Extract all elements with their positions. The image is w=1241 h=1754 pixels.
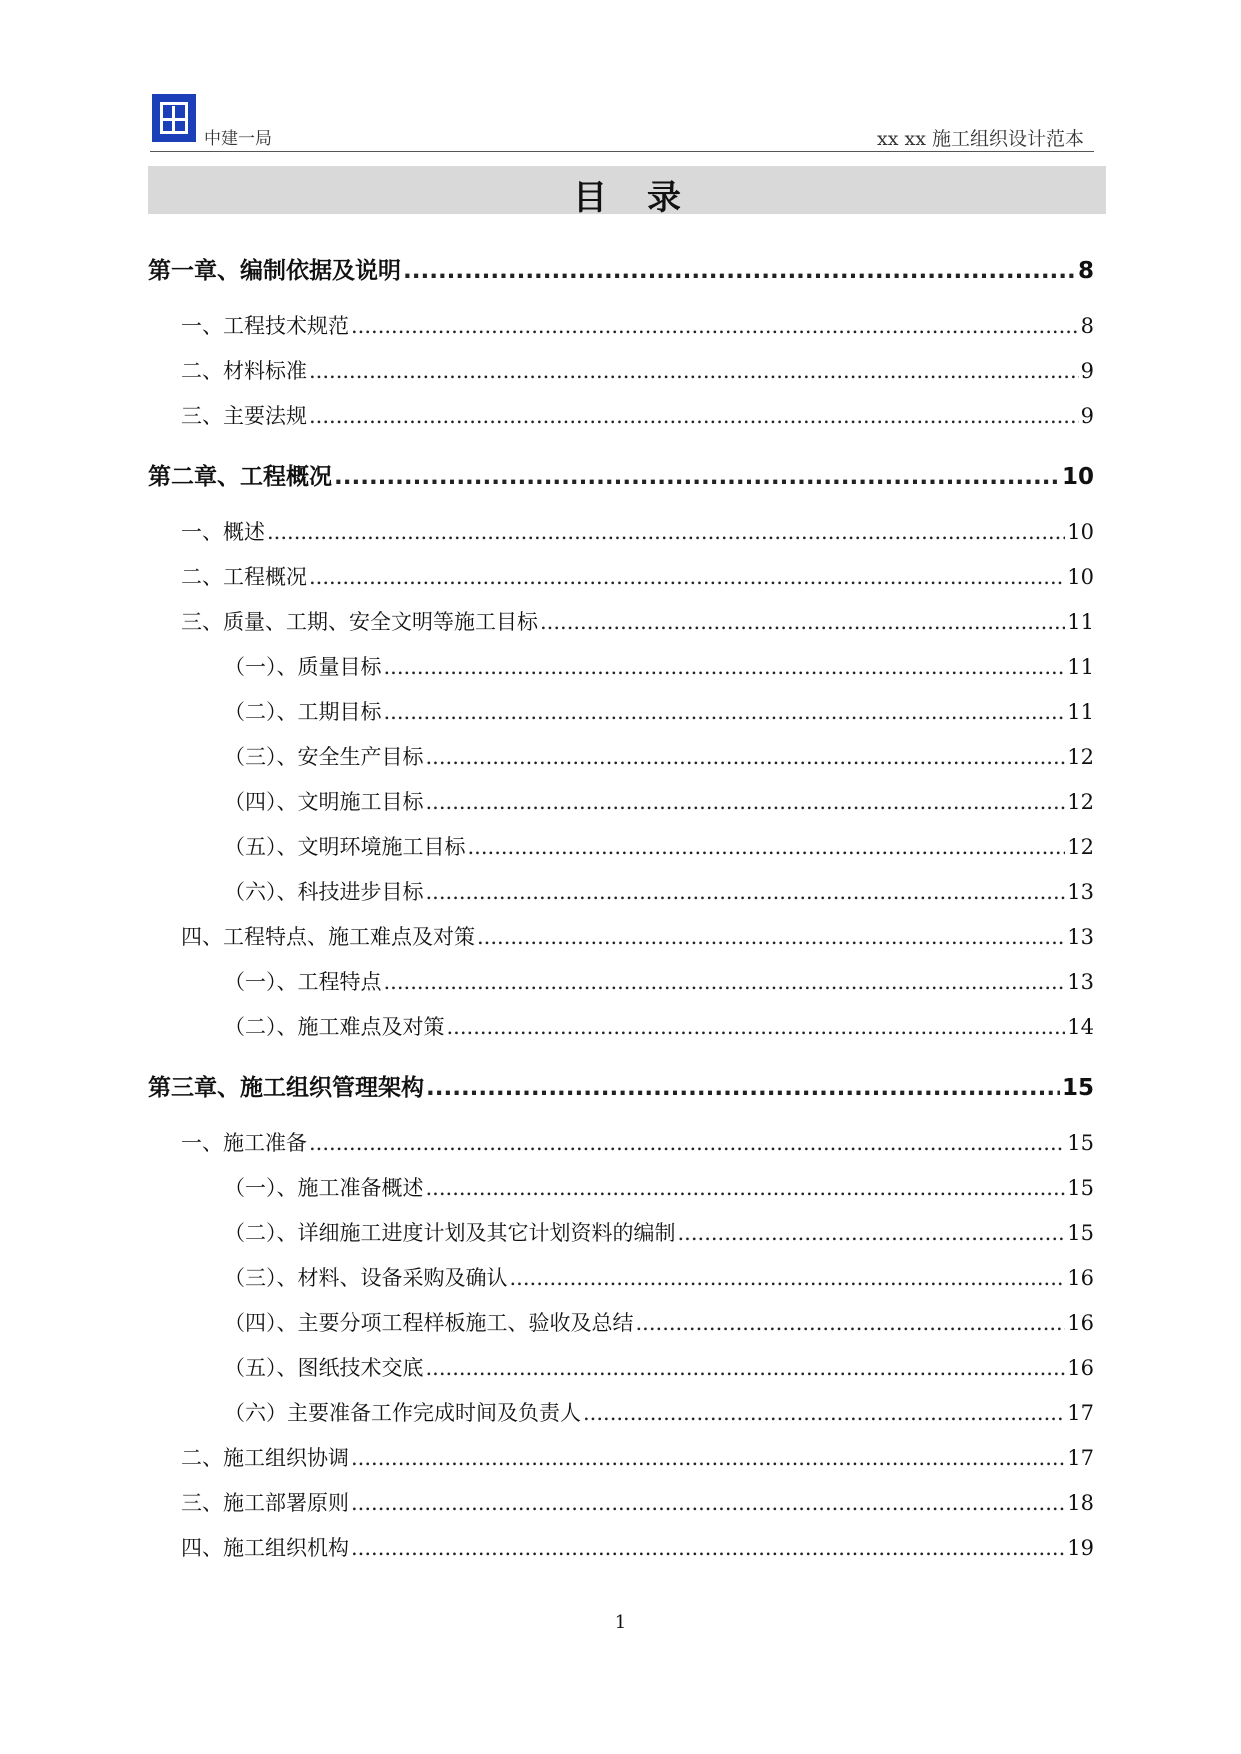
toc-leader-dots	[468, 835, 1066, 859]
toc-entry-page: 19	[1067, 1536, 1094, 1560]
toc-leader-dots	[351, 314, 1079, 338]
toc-entry-label: （一）、工程特点	[224, 970, 382, 994]
toc-entry-page: 16	[1067, 1356, 1094, 1380]
toc-entry-page: 9	[1080, 359, 1094, 383]
toc-leader-dots	[678, 1221, 1066, 1245]
toc-title: 目录	[573, 178, 721, 218]
toc-entry-page: 8	[1080, 314, 1094, 338]
toc-entry-page: 9	[1080, 404, 1094, 428]
toc-entry[interactable]	[148, 876, 1094, 908]
toc-leader-dots	[540, 610, 1065, 634]
toc-leader-dots	[334, 464, 1060, 490]
toc-leader-dots	[426, 1356, 1066, 1380]
toc-entry-label: （四）、主要分项工程样板施工、验收及总结	[224, 1311, 634, 1335]
toc-entry-page: 15	[1067, 1176, 1094, 1200]
toc-entry-page: 18	[1067, 1491, 1094, 1515]
toc-entry[interactable]	[148, 1352, 1094, 1384]
toc-leader-dots	[403, 258, 1076, 284]
toc-entry[interactable]	[148, 1011, 1094, 1043]
toc-entry[interactable]	[148, 310, 1094, 342]
toc-entry-label: 第二章、工程概况	[148, 464, 332, 490]
toc-entry-page: 12	[1067, 790, 1094, 814]
toc-entry[interactable]	[148, 1217, 1094, 1249]
toc-entry[interactable]	[148, 1069, 1094, 1101]
toc-entry[interactable]	[148, 400, 1094, 432]
toc-leader-dots	[510, 1266, 1066, 1290]
toc-entry-page: 11	[1067, 610, 1094, 634]
toc-entry-label: （六）、科技进步目标	[224, 880, 424, 904]
toc-entry-page: 8	[1077, 258, 1094, 284]
toc-entry-label: 二、材料标准	[181, 359, 307, 383]
toc-entry[interactable]	[148, 1172, 1094, 1204]
toc-entry[interactable]	[148, 355, 1094, 387]
toc-entry-label: 一、施工准备	[181, 1131, 307, 1155]
toc-leader-dots	[426, 880, 1066, 904]
toc-entry[interactable]	[148, 606, 1094, 638]
toc-entry[interactable]	[148, 561, 1094, 593]
toc-entry-label: （四）、文明施工目标	[224, 790, 424, 814]
toc-entry[interactable]	[148, 1262, 1094, 1294]
toc-entry-label: （一）、施工准备概述	[224, 1176, 424, 1200]
toc-entry-page: 13	[1067, 880, 1094, 904]
toc-entry[interactable]	[148, 696, 1094, 728]
toc-entry-page: 12	[1067, 835, 1094, 859]
toc-entry[interactable]	[148, 966, 1094, 998]
toc-leader-dots	[426, 1075, 1060, 1101]
toc-entry-label: （五）、文明环境施工目标	[224, 835, 466, 859]
toc-entry-label: （三）、材料、设备采购及确认	[224, 1266, 508, 1290]
toc-entry-page: 17	[1067, 1446, 1094, 1470]
toc-entry[interactable]	[148, 831, 1094, 863]
toc-entry-label: 三、主要法规	[181, 404, 307, 428]
toc-leader-dots	[351, 1446, 1065, 1470]
toc-entry[interactable]	[148, 1532, 1094, 1564]
toc-entry[interactable]	[148, 1442, 1094, 1474]
toc-entry-label: 四、工程特点、施工难点及对策	[181, 925, 475, 949]
toc-leader-dots	[384, 970, 1066, 994]
toc-leader-dots	[384, 700, 1066, 724]
toc-title-band	[148, 166, 1106, 218]
toc-entry-page: 13	[1067, 925, 1094, 949]
toc-entry-page: 10	[1067, 520, 1094, 544]
toc-leader-dots	[309, 404, 1079, 428]
toc-entry[interactable]	[148, 651, 1094, 683]
toc-entry-label: 一、工程技术规范	[181, 314, 349, 338]
toc-entry[interactable]	[148, 1307, 1094, 1339]
toc-entry-label: （二）、施工难点及对策	[224, 1015, 445, 1039]
toc-leader-dots	[477, 925, 1065, 949]
toc-leader-dots	[267, 520, 1065, 544]
toc-entry[interactable]	[148, 252, 1094, 284]
toc-entry[interactable]	[148, 1487, 1094, 1519]
toc-entry-page: 15	[1061, 1075, 1094, 1101]
toc-entry-page: 15	[1067, 1131, 1094, 1155]
toc-entry-label: 第一章、编制依据及说明	[148, 258, 401, 284]
toc-leader-dots	[583, 1401, 1065, 1425]
toc-entry-page: 17	[1067, 1401, 1094, 1425]
toc-entry-page: 11	[1067, 700, 1094, 724]
toc-entry-label: （二）、详细施工进度计划及其它计划资料的编制	[224, 1221, 676, 1245]
toc-entry-page: 11	[1067, 655, 1094, 679]
toc-entry-page: 13	[1067, 970, 1094, 994]
toc-entry-label: （五）、图纸技术交底	[224, 1356, 424, 1380]
toc-entry-page: 10	[1067, 565, 1094, 589]
toc-leader-dots	[384, 655, 1066, 679]
toc-leader-dots	[351, 1536, 1065, 1560]
page-header	[150, 94, 1094, 154]
toc-entry-page: 15	[1067, 1221, 1094, 1245]
toc-entry-label: 二、施工组织协调	[181, 1446, 349, 1470]
toc-entry-page: 16	[1067, 1311, 1094, 1335]
header-org: 中建一局	[204, 129, 272, 149]
toc-entry[interactable]	[148, 516, 1094, 548]
header-divider	[150, 151, 1094, 152]
toc-entry-label: 三、质量、工期、安全文明等施工目标	[181, 610, 538, 634]
toc-entry-label: 一、概述	[181, 520, 265, 544]
toc-entry-label: 四、施工组织机构	[181, 1536, 349, 1560]
toc-leader-dots	[426, 790, 1066, 814]
toc-leader-dots	[351, 1491, 1065, 1515]
toc-entry-label: （二）、工期目标	[224, 700, 382, 724]
toc-entry-label: （一）、质量目标	[224, 655, 382, 679]
toc-entry-page: 14	[1067, 1015, 1094, 1039]
toc-entry[interactable]	[148, 458, 1094, 490]
toc-entry-page: 12	[1067, 745, 1094, 769]
toc-entry-page: 10	[1061, 464, 1094, 490]
toc-entry-label: 第三章、施工组织管理架构	[148, 1075, 424, 1101]
page-number: 1	[614, 1612, 627, 1633]
toc-leader-dots	[309, 359, 1079, 383]
toc-entry[interactable]	[148, 1127, 1094, 1159]
toc-leader-dots	[309, 1131, 1065, 1155]
toc-entry[interactable]	[148, 921, 1094, 953]
toc-entry-label: （六）主要准备工作完成时间及负责人	[224, 1401, 581, 1425]
header-doc-title: xx xx 施工组织设计范本	[877, 128, 1084, 150]
toc-leader-dots	[447, 1015, 1066, 1039]
toc-entry-label: 三、施工部署原则	[181, 1491, 349, 1515]
toc-entry[interactable]	[148, 741, 1094, 773]
toc-entry[interactable]	[148, 786, 1094, 818]
toc-entry[interactable]	[148, 1397, 1094, 1429]
toc-leader-dots	[309, 565, 1065, 589]
toc-leader-dots	[426, 745, 1066, 769]
toc-leader-dots	[426, 1176, 1066, 1200]
toc-leader-dots	[636, 1311, 1066, 1335]
toc-entry-page: 16	[1067, 1266, 1094, 1290]
toc-entry-label: 二、工程概况	[181, 565, 307, 589]
company-logo-icon	[152, 94, 196, 142]
toc-entry-label: （三）、安全生产目标	[224, 745, 424, 769]
